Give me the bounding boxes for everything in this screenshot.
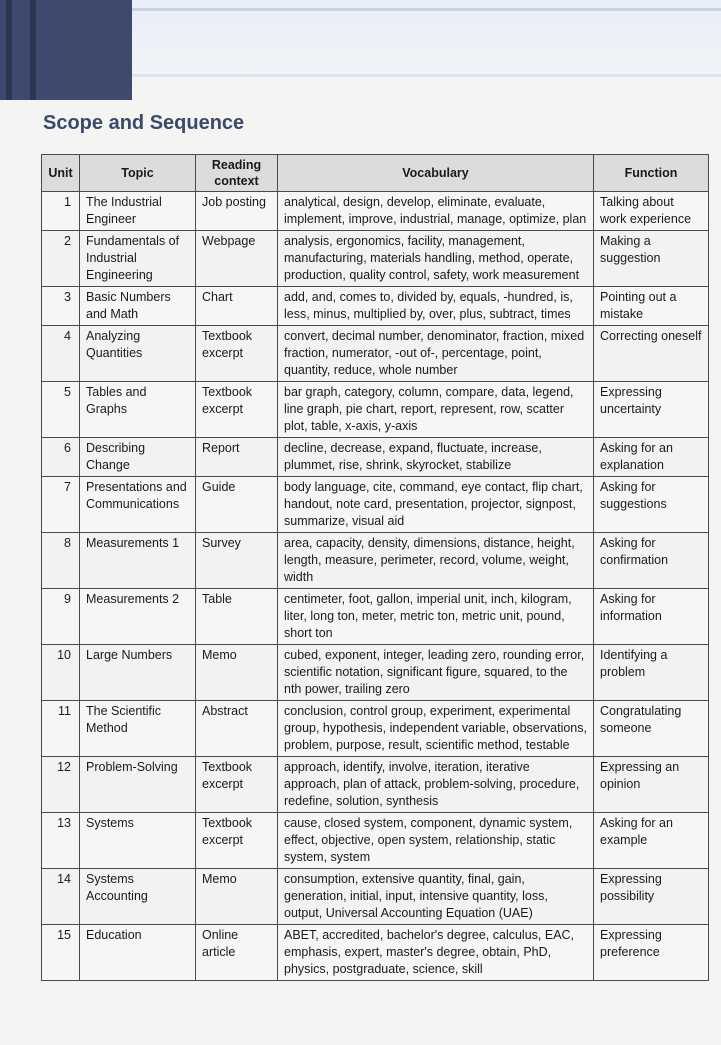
topic-cell: Basic Numbers and Math: [80, 287, 196, 326]
reading-context-cell: Job posting: [196, 192, 278, 231]
table-row: [42, 645, 709, 701]
topic-cell: Fundamentals of Industrial Engineering: [80, 231, 196, 287]
function-cell: Expressing preference: [594, 925, 709, 981]
function-cell: Pointing out a mistake: [594, 287, 709, 326]
header-decoration: [0, 0, 132, 100]
unit-cell: 2: [42, 231, 80, 287]
topic-cell: Analyzing Quantities: [80, 326, 196, 382]
header-line: [132, 8, 721, 11]
table-row: [42, 869, 709, 925]
table-row: [42, 757, 709, 813]
table-row: [42, 589, 709, 645]
header-vocabulary: Vocabulary: [278, 155, 594, 192]
table-row: [42, 382, 709, 438]
vocabulary-cell: bar graph, category, column, compare, data, legend, line graph, pie chart, report, represent, row, scatter plot, table, x-axis, y-axis: [278, 382, 594, 438]
reading-context-cell: Textbook excerpt: [196, 382, 278, 438]
vocabulary-cell: cause, closed system, component, dynamic system, effect, objective, open system, relationship, static system, system: [278, 813, 594, 869]
unit-cell: 3: [42, 287, 80, 326]
unit-cell: 12: [42, 757, 80, 813]
vocabulary-cell: analysis, ergonomics, facility, management, manufacturing, materials handling, method, operate, production, quality control, safety, work measurement: [278, 231, 594, 287]
topic-cell: The Industrial Engineer: [80, 192, 196, 231]
vocabulary-cell: decline, decrease, expand, fluctuate, increase, plummet, rise, shrink, skyrocket, stabilize: [278, 438, 594, 477]
unit-cell: 7: [42, 477, 80, 533]
table-header-row: [42, 155, 709, 192]
vocabulary-cell: add, and, comes to, divided by, equals, -hundred, is, less, minus, multiplied by, over, plus, subtract, times: [278, 287, 594, 326]
topic-cell: Systems Accounting: [80, 869, 196, 925]
unit-cell: 9: [42, 589, 80, 645]
reading-context-cell: Guide: [196, 477, 278, 533]
table-row: [42, 813, 709, 869]
header-unit: Unit: [42, 155, 80, 192]
function-cell: Asking for an example: [594, 813, 709, 869]
reading-context-cell: Textbook excerpt: [196, 757, 278, 813]
function-cell: Making a suggestion: [594, 231, 709, 287]
unit-cell: 15: [42, 925, 80, 981]
table-row: [42, 231, 709, 287]
unit-cell: 1: [42, 192, 80, 231]
unit-cell: 6: [42, 438, 80, 477]
table-row: [42, 192, 709, 231]
table-row: [42, 925, 709, 981]
function-cell: Identifying a problem: [594, 645, 709, 701]
vocabulary-cell: conclusion, control group, experiment, experimental group, hypothesis, independent variable, observations, problem, purpose, result, scientific method, testable: [278, 701, 594, 757]
reading-context-cell: Abstract: [196, 701, 278, 757]
topic-cell: Measurements 2: [80, 589, 196, 645]
topic-cell: The Scientific Method: [80, 701, 196, 757]
reading-context-cell: Memo: [196, 869, 278, 925]
topic-cell: Presentations and Communications: [80, 477, 196, 533]
topic-cell: Measurements 1: [80, 533, 196, 589]
vocabulary-cell: cubed, exponent, integer, leading zero, rounding error, scientific notation, significant figure, squared, to the nth power, trailing zero: [278, 645, 594, 701]
unit-cell: 13: [42, 813, 80, 869]
vocabulary-cell: approach, identify, involve, iteration, iterative approach, plan of attack, problem-solving, procedure, redefine, solution, synthesis: [278, 757, 594, 813]
unit-cell: 10: [42, 645, 80, 701]
topic-cell: Describing Change: [80, 438, 196, 477]
table-row: [42, 438, 709, 477]
function-cell: Asking for confirmation: [594, 533, 709, 589]
reading-context-cell: Webpage: [196, 231, 278, 287]
function-cell: Expressing an opinion: [594, 757, 709, 813]
header-function: Function: [594, 155, 709, 192]
topic-cell: Tables and Graphs: [80, 382, 196, 438]
table-row: [42, 287, 709, 326]
vocabulary-cell: convert, decimal number, denominator, fraction, mixed fraction, numerator, -out of-, percentage, point, quantity, reduce, whole number: [278, 326, 594, 382]
function-cell: Congratulating someone: [594, 701, 709, 757]
function-cell: Talking about work experience: [594, 192, 709, 231]
unit-cell: 4: [42, 326, 80, 382]
reading-context-cell: Survey: [196, 533, 278, 589]
topic-cell: Problem-Solving: [80, 757, 196, 813]
unit-cell: 14: [42, 869, 80, 925]
function-cell: Asking for information: [594, 589, 709, 645]
function-cell: Correcting oneself: [594, 326, 709, 382]
reading-context-cell: Online article: [196, 925, 278, 981]
reading-context-cell: Chart: [196, 287, 278, 326]
topic-cell: Education: [80, 925, 196, 981]
reading-context-cell: Report: [196, 438, 278, 477]
vocabulary-cell: consumption, extensive quantity, final, gain, generation, initial, input, intensive quantity, loss, output, Universal Accounting Equation (UAE): [278, 869, 594, 925]
vocabulary-cell: ABET, accredited, bachelor's degree, calculus, EAC, emphasis, expert, master's degree, obtain, PhD, physics, postgraduate, science, skill: [278, 925, 594, 981]
table-row: [42, 701, 709, 757]
reading-context-cell: Textbook excerpt: [196, 813, 278, 869]
unit-cell: 8: [42, 533, 80, 589]
table-row: [42, 326, 709, 382]
function-cell: Asking for suggestions: [594, 477, 709, 533]
header-topic: Topic: [80, 155, 196, 192]
table-row: [42, 477, 709, 533]
unit-cell: 5: [42, 382, 80, 438]
header-reading-context: Reading context: [196, 155, 278, 192]
reading-context-cell: Table: [196, 589, 278, 645]
unit-cell: 11: [42, 701, 80, 757]
scope-sequence-table: [41, 154, 709, 981]
function-cell: Expressing possibility: [594, 869, 709, 925]
table-row: [42, 533, 709, 589]
page-title: Scope and Sequence: [43, 112, 245, 134]
topic-cell: Systems: [80, 813, 196, 869]
reading-context-cell: Memo: [196, 645, 278, 701]
topic-cell: Large Numbers: [80, 645, 196, 701]
header-line: [132, 74, 721, 77]
reading-context-cell: Textbook excerpt: [196, 326, 278, 382]
vocabulary-cell: centimeter, foot, gallon, imperial unit, inch, kilogram, liter, long ton, meter, metric ton, metric unit, pound, short ton: [278, 589, 594, 645]
function-cell: Expressing uncertainty: [594, 382, 709, 438]
vocabulary-cell: area, capacity, density, dimensions, distance, height, length, measure, perimeter, record, volume, weight, width: [278, 533, 594, 589]
function-cell: Asking for an explanation: [594, 438, 709, 477]
vocabulary-cell: analytical, design, develop, eliminate, evaluate, implement, improve, industrial, manage, optimize, plan: [278, 192, 594, 231]
vocabulary-cell: body language, cite, command, eye contact, flip chart, handout, note card, presentation, projector, signpost, summarize, visual aid: [278, 477, 594, 533]
